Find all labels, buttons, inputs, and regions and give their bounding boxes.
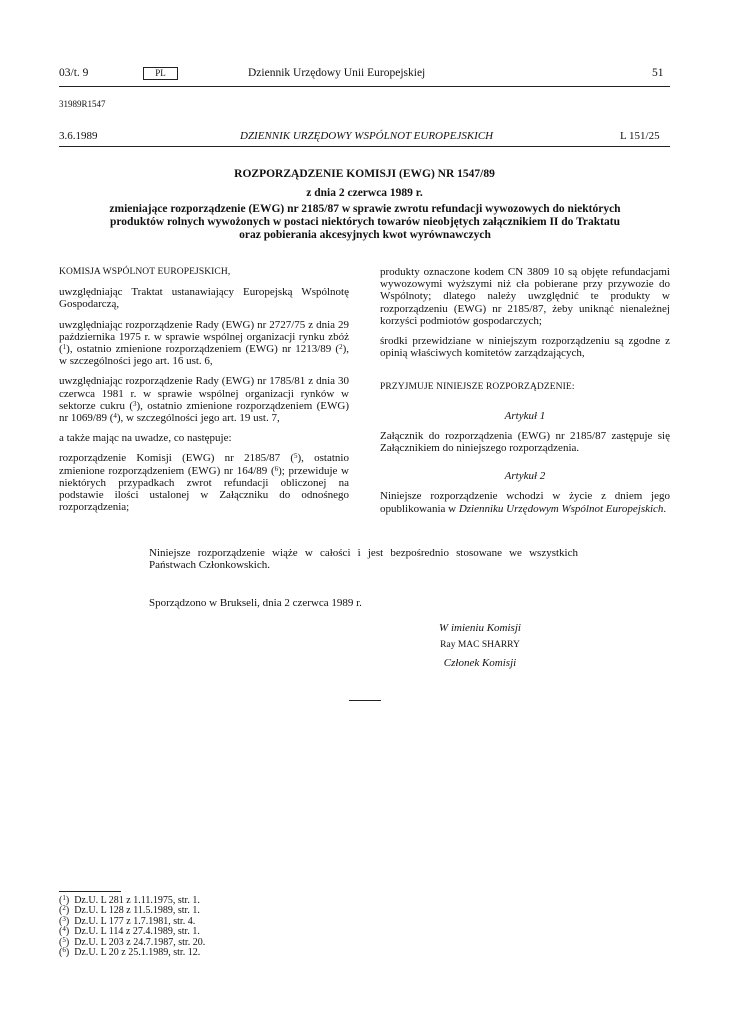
footnote: ($^6$) Dz.U. L 20 z 25.1.1989, str. 12. (59, 946, 201, 959)
footnote: ($^3$) Dz.U. L 177 z 1.7.1981, str. 4. (59, 914, 196, 927)
article-2-text: Niniejsze rozporządzenie wchodzi w życie z dniem jego opublikowania w Dzienniku Urzędowym Wspólnot Europejskich. (380, 490, 670, 515)
signatory-role: Członek Komisji (443, 657, 517, 669)
volume-number: 03/t. 9 (59, 67, 89, 79)
footnote-ref: 6 (274, 464, 279, 473)
footnote: ($^2$) Dz.U. L 128 z 11.5.1989, str. 1. (59, 904, 200, 917)
journal-title: Dziennik Urzędowy Unii Europejskiej (248, 67, 426, 79)
recital-sugar: uwzględniając rozporządzenie Rady (EWG) nr 1785/81 z dnia 30 czerwca 1981 r. w sprawie wspólnej organizacji rynków w sektorze cukru ($^3$), ostatnio zmienione rozporządzeniem (EWG) nr 1069/89 ($^4$), w szczególności jego art. 19 ust. 7, (59, 375, 349, 425)
original-date: 3.6.1989 (59, 130, 98, 142)
institution-intro: KOMISJA WSPÓLNOT EUROPEJSKICH, (59, 267, 231, 277)
page-number: 51 (652, 67, 664, 79)
footnote: ($^1$) Dz.U. L 281 z 1.11.1975, str. 1. (59, 894, 200, 906)
on-behalf-of: W imieniu Komisji (439, 622, 521, 634)
celex-number: 31989R1547 (59, 99, 106, 109)
binding-statement: Niniejsze rozporządzenie wiąże w całości i jest bezpośrednio stosowane we wszystkich Państwach Członkowskich. (149, 547, 578, 572)
recital-whereas: a także mając na uwadze, co następuje: (59, 432, 232, 445)
regulation-subject: zmieniające rozporządzenie (EWG) nr 2185/87 w sprawie zwrotu refundacji wywozowych do niektórych produktów rolnych wywożonych w postaci niektórych towarów nieobjętych załącznikiem II do Traktatu oraz pobierania akcesyjnych kwot wyrównawczych (109, 203, 621, 241)
footnote: ($^5$) Dz.U. L 203 z 24.7.1987, str. 20. (59, 935, 206, 948)
recital-committees: środki przewidziane w niniejszym rozporządzeniu są zgodne z opinią właściwych komitetów zarządzających, (380, 335, 670, 360)
article-1-text: Załącznik do rozporządzenia (EWG) nr 2185/87 zastępuje się Załącznikiem do niniejszego rozporządzenia. (380, 429, 670, 455)
original-rule (59, 146, 670, 147)
left-column (59, 266, 349, 521)
article-1-title: Artykuł 1 (504, 409, 546, 422)
regulation-title: ROZPORZĄDZENIE KOMISJI (EWG) NR 1547/89 (234, 168, 495, 180)
footnote-ref: 4 (113, 412, 117, 421)
adopts-heading: PRZYJMUJE NINIEJSZE ROZPORZĄDZENIE: (380, 382, 575, 393)
footnote-ref: 2 (339, 343, 343, 352)
footnote-ref: 3 (133, 399, 137, 408)
recital-refunds: rozporządzenie Komisji (EWG) nr 2185/87 ($^5$), ostatnio zmienione rozporządzeniem (EWG) nr 164/89 ($^6$); przewiduje w niektórych przypadkach zwrot refundacji obliczonej na podstawie ilości ustalonej w Załączniku do odnośnego rozporządzenia; (59, 452, 350, 514)
article-2-title: Artykuł 2 (504, 470, 546, 483)
regulation-date: z dnia 2 czerwca 1989 r. (306, 187, 423, 199)
footnote-ref: 1 (62, 343, 67, 352)
place-date: Sporządzono w Brukseli, dnia 2 czerwca 1989 r. (149, 597, 362, 609)
footnote: ($^4$) Dz.U. L 114 z 27.4.1989, str. 1. (59, 925, 200, 938)
footnote-rule (59, 891, 121, 892)
header-rule (59, 86, 670, 87)
footnotes (59, 896, 205, 958)
language-badge: PL (143, 67, 178, 80)
end-rule (349, 700, 381, 701)
recital-products: produkty oznaczone kodem CN 3809 10 są objęte refundacjami wywozowymi wyższymi niż cła pobierane przy przywozie do Wspólnoty; dlatego należy uwzględnić te produkty w rozporządzeniu (EWG) nr 2185/87, żeby uniknąć nienależnej korzyści podmiotów gospodarczych; (380, 266, 670, 327)
signatory-name: Ray MAC SHARRY (440, 640, 520, 650)
original-journal: DZIENNIK URZĘDOWY WSPÓLNOT EUROPEJSKICH (240, 130, 494, 142)
recital-cereals: uwzględniając rozporządzenie Rady (EWG) nr 2727/75 z dnia 29 października 1975 r. w sprawie wspólnej organizacji rynku zbóż ($^1$), ostatnio zmienione rozporządzeniem (EWG) nr 1213/89 ($^2$), w szczególności jego art. 16 ust. 6, (59, 318, 349, 368)
right-column (380, 266, 670, 523)
recital-treaty: uwzględniając Traktat ustanawiający Europejską Wspólnotę Gospodarczą, (59, 286, 349, 311)
footnote-ref: 5 (294, 452, 298, 461)
original-reference: L 151/25 (620, 130, 660, 142)
